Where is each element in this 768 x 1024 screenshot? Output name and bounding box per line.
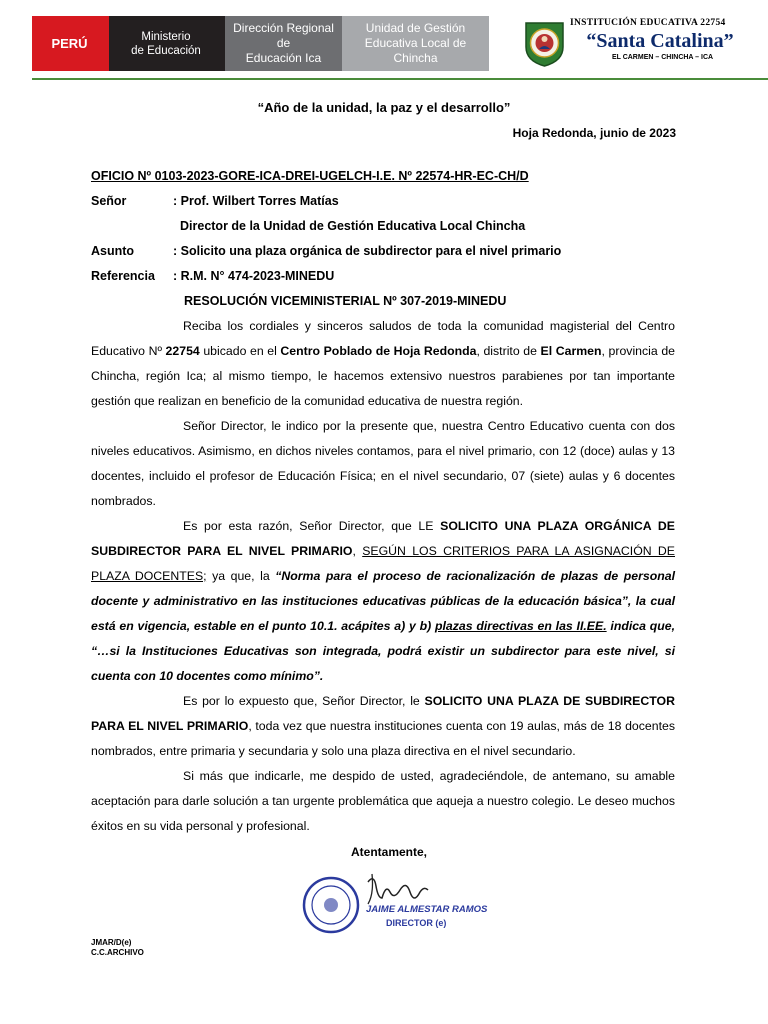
svg-text:DIRECTOR (e): DIRECTOR (e) — [386, 918, 447, 928]
recipient-row — [91, 194, 339, 208]
ministerio-label: Ministerio de Educación — [107, 16, 225, 71]
referencia-label: Referencia — [91, 269, 155, 283]
institution-name: “Santa Catalina” — [586, 30, 734, 52]
header-banner — [32, 16, 489, 71]
school-crest-icon — [522, 19, 567, 67]
paragraph-3: Es por esta razón, Señor Director, que LE SOLICITO UNA PLAZA ORGÁNICA DE SUBDIRECTOR PARA EL NIVEL PRIMARIO, SEGÚN LOS CRITERIOS PARA LA ASIGNACIÓN DE PLAZA DOCENTES; ya que, la “Norma para el proceso de racionalización de plazas de personal docente y administrativo en las instituciones educativas públicas de la educación básica”, la cual está en vigencia, estable en el punto 10.1. acápites a) y b) plazas directivas en las II.EE. indica que, “…si la Instituciones Educativas son integrada, podrá existir un subdirector para este nivel, si cuenta con 10 docentes como mínimo”. — [91, 519, 676, 683]
paragraph-5: Si más que indicarle, me despido de usted, agradeciéndole, de antemano, su amable aceptación para darle solución a tan urgente problemática que aqueja a nuestro colegio. Le deseo muchos éxitos en su vida personal y profesional. — [91, 769, 675, 833]
paragraph-4: Es por lo expuesto que, Señor Director, le SOLICITO UNA PLAZA DE SUBDIRECTOR PARA EL NIVEL PRIMARIO, toda vez que nuestra instituciones cuenta con 19 aulas, más de 18 docentes nombrados, entre primaria y secundaria y solo una plaza directiva en el nivel secundario. — [91, 694, 675, 758]
svg-text:JAIME ALMESTAR RAMOS: JAIME ALMESTAR RAMOS — [366, 904, 488, 915]
institution-line: INSTITUCIÓN EDUCATIVA 22754 — [570, 18, 726, 28]
senor-label: Señor — [91, 194, 127, 208]
year-motto: “Año de la unidad, la paz y el desarrollo” — [257, 100, 511, 115]
asunto-label: Asunto — [91, 244, 135, 258]
paragraph-2: Señor Director, le indico por la presente que, nuestra Centro Educativo cuenta con dos niveles educativos. Asimismo, en dichos niveles contamos, para el nivel primario, con 12 (doce) aulas y 13 docentes, incluido el profesor de Educación Física; en el nivel secundario, 07 (siete) aulas y 6 docentes nombrados. — [91, 419, 675, 508]
subject-row — [91, 244, 561, 258]
peru-label: PERÚ — [32, 16, 107, 71]
signature-stamp-icon — [300, 868, 488, 940]
paragraph-1: Reciba los cordiales y sinceros saludos de toda la comunidad magisterial del Centro Educativo Nº 22754 ubicado en el Centro Poblado de Hoja Redonda, distrito de El Carmen, provincia de Chincha, región Ica; al mismo tiempo, le hacemos extensivo nuestros parabienes por tan importante gestión que realizan en beneficio de la comunidad educativa de nuestra región. — [91, 319, 676, 408]
footer-archive: C.C.ARCHIVO — [91, 948, 144, 957]
referencia-value: : R.M. N° 474-2023-MINEDU — [173, 269, 335, 283]
footer-initials: JMAR/D(e) — [91, 938, 132, 947]
recipient-position: Director de la Unidad de Gestión Educativa Local Chincha — [180, 219, 526, 233]
ugel-label: Unidad de Gestión Educativa Local de Chincha — [342, 16, 489, 71]
letter-body — [91, 314, 675, 839]
dre-label: Dirección Regional de Educación Ica — [225, 16, 342, 71]
letter-date: Hoja Redonda, junio de 2023 — [512, 126, 676, 140]
reference-row — [91, 269, 334, 283]
reference-resolution: RESOLUCIÓN VICEMINISTERIAL Nº 307-2019-MINEDU — [184, 294, 507, 308]
asunto-value: : Solicito una plaza orgánica de subdirector para el nivel primario — [173, 244, 562, 258]
closing: Atentamente, — [351, 845, 428, 859]
institution-location: EL CARMEN – CHINCHA – ICA — [611, 54, 714, 61]
senor-value: : Prof. Wilbert Torres Matías — [173, 194, 339, 208]
oficio-number: OFICIO Nº 0103-2023-GORE-ICA-DREI-UGELCH-I.E. Nº 22574-HR-EC-CH/D — [91, 169, 529, 183]
header-divider — [32, 78, 768, 80]
